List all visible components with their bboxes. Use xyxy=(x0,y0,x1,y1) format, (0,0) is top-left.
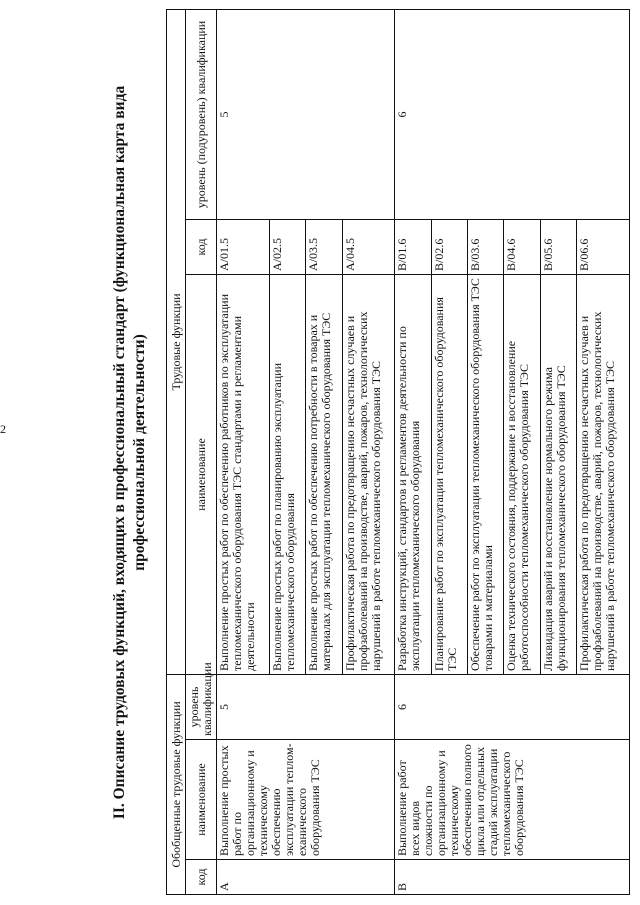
function-code: A/04.5 xyxy=(342,219,395,274)
function-name: Выполнение простых работ по обеспечению потребности в товарах и материалах для эксплуатации тепломеханического оборудования ТЭС xyxy=(306,274,342,674)
functional-map-table xyxy=(166,9,630,895)
col-level-header: уровень квалификации xyxy=(186,674,217,739)
function-code: A/02.5 xyxy=(269,219,305,274)
function-name: Профилактическая работа по предотвращению несчастных случаев и профзаболеваний на производстве, аварий, пожаров, технологических нарушений в работе тепломеханического оборудования ТЭС xyxy=(342,274,395,674)
col-name-header: наименование xyxy=(186,740,217,860)
function-code: A/01.5 xyxy=(217,219,270,274)
group-level: 6 xyxy=(395,674,630,739)
table-row xyxy=(395,9,431,894)
function-name: Оценка технического состояния, поддержание и восстановление работоспособности тепломеханического оборудования ТЭС xyxy=(504,274,540,674)
function-name: Обеспечение работ по эксплуатации тепломеханического оборудования ТЭС товарами и материалами xyxy=(468,274,504,674)
table-row xyxy=(217,9,270,894)
function-code: B/01.6 xyxy=(395,219,431,274)
group-code: B xyxy=(395,860,630,895)
heading-line-2: профессиональной деятельности) xyxy=(131,334,148,571)
function-code: B/06.6 xyxy=(577,219,630,274)
function-level: 5 xyxy=(217,9,395,219)
function-name: Профилактическая работа по предотвращению несчастных случаев и профзаболеваний на производстве, аварий, пожаров, технологических нарушений в работе тепломеханического оборудования ТЭС xyxy=(577,274,630,674)
group-name: Выполнение простых работ по организационному и техническому обеспечению эксплуатации тепломеханического оборудования ТЭС xyxy=(217,740,395,860)
col-tf-name-header: наименование xyxy=(186,274,217,674)
section-heading xyxy=(110,10,160,895)
function-code: A/03.5 xyxy=(306,219,342,274)
heading-line-1: II. Описание трудовых функций, входящих в профессиональный стандарт (функциональная карта вида xyxy=(111,85,128,820)
group-level: 5 xyxy=(217,674,395,739)
function-code: B/02.6 xyxy=(431,219,467,274)
col-tf-level-header: уровень (подуровень) квалификации xyxy=(186,9,217,219)
generalized-functions-header: Обобщенные трудовые функции xyxy=(167,674,186,894)
page-number: 2 xyxy=(0,422,6,436)
function-name: Выполнение простых работ по обеспечению работников по эксплуатации тепломеханического оборудования ТЭС стандартами и регламентами деятельности xyxy=(217,274,270,674)
function-name: Выполнение простых работ по планированию эксплуатации тепломеханического оборудования xyxy=(269,274,305,674)
rotated-sheet xyxy=(110,10,635,895)
function-code: B/03.6 xyxy=(468,219,504,274)
function-name: Планирование работ по эксплуатации тепломеханического оборудования ТЭС xyxy=(431,274,467,674)
group-name: Выполнение работ всех видов сложности по организационному и техническому обеспечению полного цикла или отдельных стадий эксплуатации тепломеханического оборудования ТЭС xyxy=(395,740,630,860)
function-name: Ликвидация аварий и восстановление нормального режима функционирования тепломеханического оборудования ТЭС xyxy=(540,274,576,674)
function-code: B/04.6 xyxy=(504,219,540,274)
group-code: A xyxy=(217,860,395,895)
col-tf-code-header: код xyxy=(186,219,217,274)
col-code-header: код xyxy=(186,860,217,895)
function-name: Разработка инструкций, стандартов и регламентов деятельности по эксплуатации тепломеханического оборудования xyxy=(395,274,431,674)
function-code: B/05.6 xyxy=(540,219,576,274)
labor-functions-header: Трудовые функции xyxy=(167,9,186,674)
function-level: 6 xyxy=(395,9,630,219)
